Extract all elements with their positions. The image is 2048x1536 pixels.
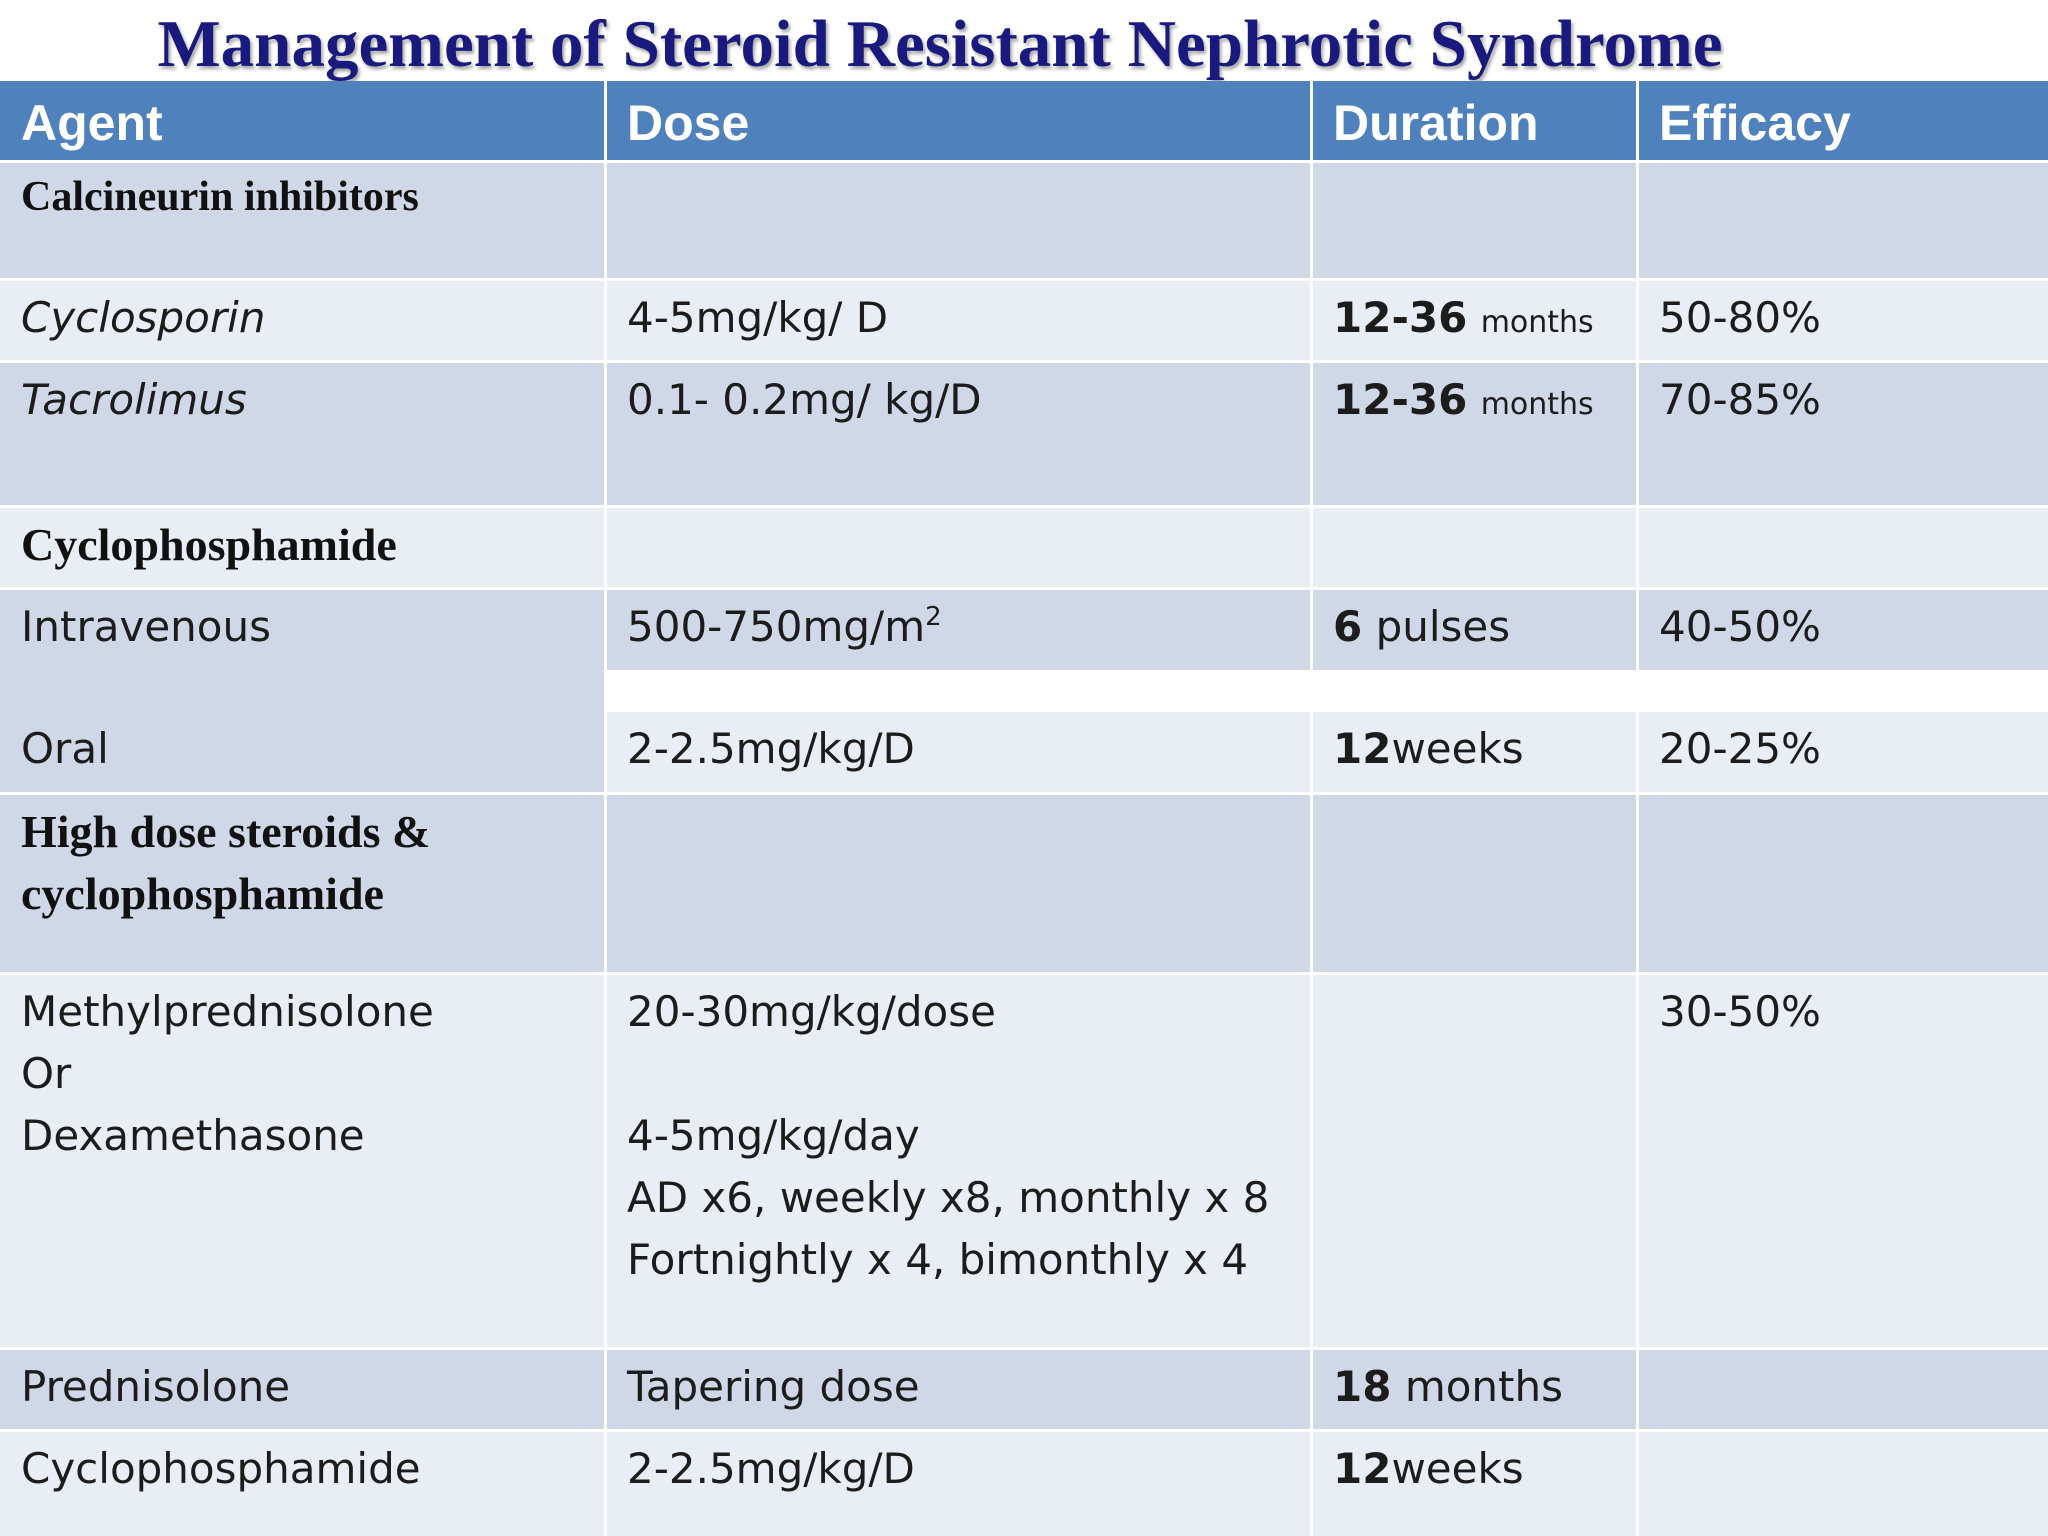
row-divider	[0, 360, 2048, 363]
duration-value: 12	[1333, 724, 1392, 773]
duration-value: 12-36	[1333, 375, 1468, 424]
dose-cyclophosphamide: 2-2.5mg/kg/D	[606, 1430, 1312, 1536]
agent-oral: Oral	[21, 724, 109, 773]
table-cell-empty	[606, 793, 1312, 973]
duration-value: 6	[1333, 602, 1363, 651]
efficacy-intravenous: 40-50%	[1638, 588, 2048, 670]
row-divider	[0, 160, 2048, 163]
table-cell-empty	[1312, 506, 1638, 588]
header-dose: Dose	[606, 81, 1312, 161]
row-divider	[0, 1429, 2048, 1432]
dose-tacrolimus: 0.1- 0.2mg/ kg/D	[606, 361, 1312, 586]
row-divider	[0, 587, 2048, 590]
agent-cyclophosphamide: Cyclophosphamide	[0, 1430, 606, 1536]
duration-value: 12-36	[1333, 293, 1468, 342]
duration-methylprednisolone	[1312, 973, 1638, 1348]
group-calcineurin-inhibitors: Calcineurin inhibitors	[0, 161, 606, 360]
efficacy-methylprednisolone: 30-50%	[1638, 973, 2048, 1348]
duration-unit: weeks	[1391, 1444, 1524, 1493]
agent-prednisolone: Prednisolone	[0, 1348, 606, 1430]
dose-oral: 2-2.5mg/kg/D	[606, 710, 1312, 793]
treatment-table	[0, 81, 2048, 1536]
efficacy-prednisolone	[1638, 1348, 2048, 1430]
row-divider	[604, 709, 2048, 712]
duration-unit: pulses	[1375, 602, 1511, 651]
row-divider	[0, 278, 2048, 281]
efficacy-oral: 20-25%	[1638, 710, 2048, 793]
duration-value: 18	[1333, 1362, 1392, 1411]
superscript: 2	[925, 602, 942, 632]
duration-unit: months	[1480, 305, 1594, 340]
column-divider	[604, 81, 607, 1536]
duration-value: 12	[1333, 1444, 1392, 1493]
table-cell-empty	[1312, 793, 1638, 973]
efficacy-tacrolimus: 70-85%	[1638, 361, 2048, 586]
duration-unit: weeks	[1391, 724, 1524, 773]
duration-unit: months	[1480, 387, 1594, 422]
row-divider	[0, 505, 2048, 508]
agent-methylprednisolone: Methylprednisolone Or Dexamethasone	[0, 973, 606, 1348]
agent-cyclophosphamide-routes	[0, 588, 606, 793]
agent-intravenous: Intravenous	[21, 602, 271, 651]
header-efficacy: Efficacy	[1638, 81, 2048, 161]
group-cyclophosphamide: Cyclophosphamide	[0, 506, 606, 588]
duration-oral	[1312, 710, 1638, 793]
agent-cyclosporin: Cyclosporin	[0, 279, 606, 361]
dose-prednisolone: Tapering dose	[606, 1348, 1312, 1430]
table-cell-empty	[1638, 793, 2048, 973]
duration-cyclosporin	[1312, 279, 1638, 361]
column-divider	[1636, 81, 1639, 1536]
efficacy-cyclophosphamide	[1638, 1430, 2048, 1536]
row-divider	[0, 792, 2048, 795]
table-cell-empty	[606, 506, 1312, 588]
dose-cyclosporin: 4-5mg/kg/ D	[606, 279, 1312, 361]
header-agent: Agent	[0, 81, 606, 161]
agent-tacrolimus: Tacrolimus	[0, 361, 606, 586]
dose-intravenous	[606, 588, 1312, 670]
duration-unit: months	[1404, 1362, 1564, 1411]
group-high-dose-steroids: High dose steroids & cyclophosphamide	[0, 793, 606, 973]
row-divider	[0, 972, 2048, 975]
duration-cyclophosphamide	[1312, 1430, 1638, 1536]
duration-intravenous	[1312, 588, 1638, 670]
page-title: Management of Steroid Resistant Nephrotic Syndrome	[157, 7, 1723, 81]
column-divider	[1310, 81, 1313, 1536]
dose-value: 500-750mg/m	[627, 602, 926, 651]
row-divider	[0, 1347, 2048, 1350]
table-cell-empty	[1638, 506, 2048, 588]
header-duration: Duration	[1312, 81, 1638, 161]
dose-methylprednisolone: 20-30mg/kg/dose 4-5mg/kg/day AD x6, weekly x8, monthly x 8 Fortnightly x 4, bimonthly x 4	[606, 973, 1312, 1348]
efficacy-cyclosporin: 50-80%	[1638, 279, 2048, 361]
duration-prednisolone	[1312, 1348, 1638, 1430]
